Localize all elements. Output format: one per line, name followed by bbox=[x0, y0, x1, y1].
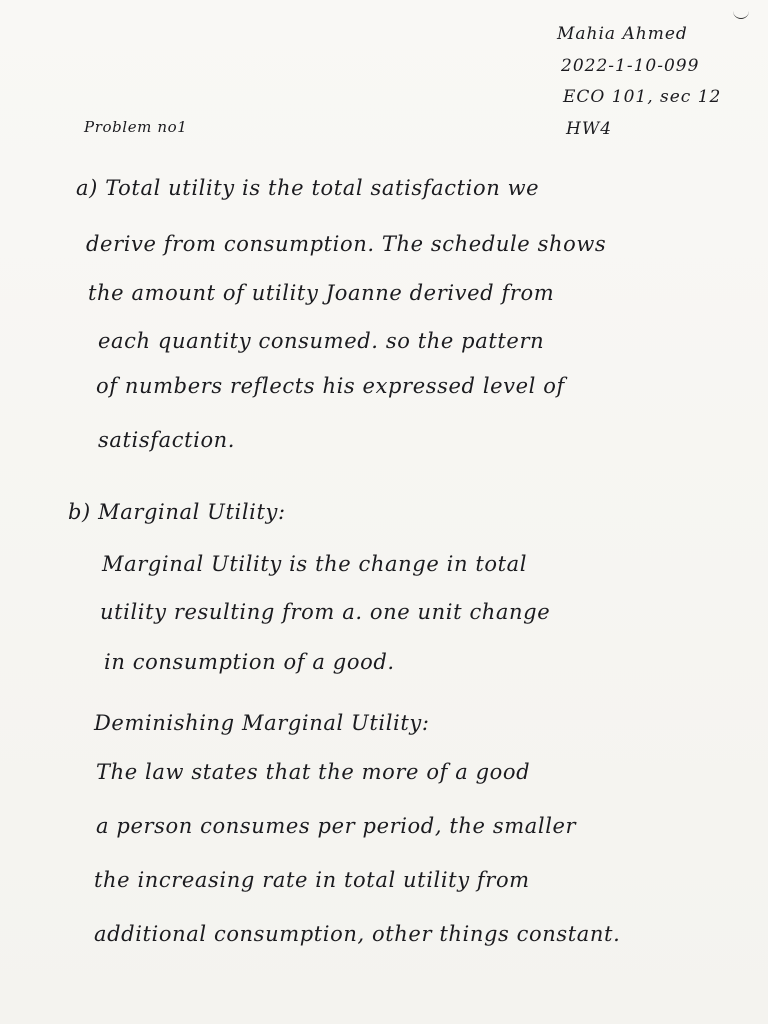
part-b-line: Marginal Utility is the change in total bbox=[102, 552, 528, 576]
part-a-line: a) Total utility is the total satisfaction we bbox=[76, 176, 540, 200]
diminishing-line: the increasing rate in total utility from bbox=[94, 868, 530, 892]
diminishing-line: The law states that the more of a good bbox=[96, 760, 531, 784]
part-b-line: in consumption of a good. bbox=[104, 650, 395, 674]
part-a-line: satisfaction. bbox=[98, 428, 236, 452]
student-name: Mahia Ahmed bbox=[557, 24, 688, 44]
diminishing-line: additional consumption, other things constant. bbox=[94, 922, 621, 946]
part-b-line: utility resulting from a. one unit change bbox=[100, 600, 551, 624]
student-id: 2022-1-10-099 bbox=[561, 56, 700, 76]
part-a-line: of numbers reflects his expressed level of bbox=[96, 374, 565, 398]
pen-mark bbox=[733, 10, 749, 19]
part-a-line: derive from consumption. The schedule shows bbox=[86, 232, 607, 256]
part-a-line: each quantity consumed. so the pattern bbox=[98, 329, 545, 353]
part-b-heading: b) Marginal Utility: bbox=[68, 500, 286, 524]
course-section: ECO 101, sec 12 bbox=[563, 87, 722, 107]
part-a-line: the amount of utility Joanne derived from bbox=[88, 281, 555, 305]
diminishing-line: a person consumes per period, the smaller bbox=[96, 814, 577, 838]
diminishing-heading: Deminishing Marginal Utility: bbox=[94, 711, 430, 735]
problem-title: Problem no1 bbox=[84, 118, 188, 136]
assignment-label: HW4 bbox=[566, 119, 613, 139]
